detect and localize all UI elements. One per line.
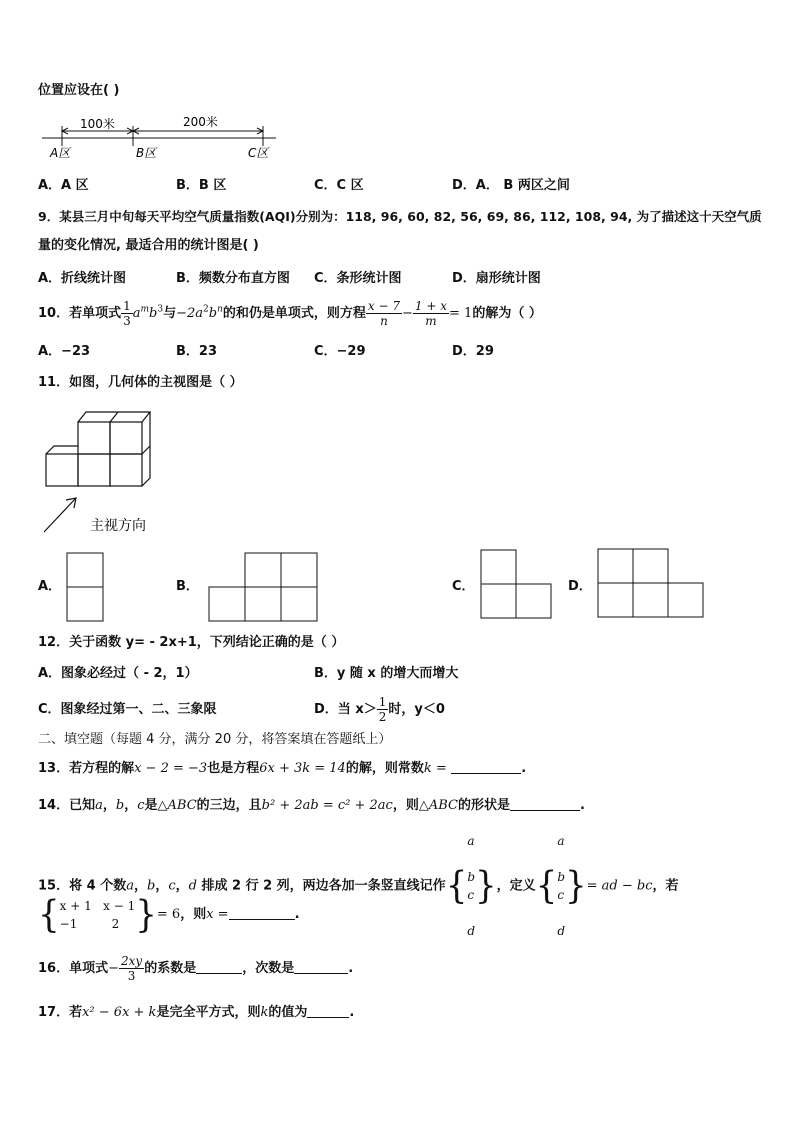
q11-option-c-figure [481, 550, 551, 618]
q9-line1: 9．某县三月中旬每天平均空气质量指数(AQI)分别为：118, 96, 60, 82, 56, 69, 86, 112, 108, 94, 为了描述这十天空气质 [38, 209, 762, 224]
q10-frac-1: $\frac{x - 7}{n}$ [367, 299, 401, 328]
q8-option-a[interactable]: A．A 区 [38, 178, 89, 193]
q14-answer-blank[interactable] [510, 796, 580, 811]
q10-option-c[interactable]: C．−29 [314, 344, 366, 359]
q11-option-a-figure [67, 553, 103, 621]
q14-stem: 14．已知a，b，c是△ABC的三边，且b² + 2ab = c² + 2ac，则△ABC的形状是 . [38, 798, 585, 813]
q11-option-d[interactable]: D． [568, 579, 592, 594]
q10-option-b[interactable]: B．23 [176, 344, 217, 359]
q11-option-a[interactable]: A． [38, 579, 62, 594]
q11-solid [46, 412, 150, 486]
label-b: B区 [136, 146, 157, 160]
q17-answer-blank[interactable] [307, 1003, 349, 1018]
dist-200: 200米 [183, 115, 218, 129]
q16-stem: 16．单项式− $\frac{2xy}{3}$ 的系数是 ，次数是 . [38, 954, 354, 983]
q13-answer-blank[interactable] [451, 759, 521, 774]
q13-stem: 13．若方程的解x − 2 = −3也是方程6x + 3k = 14的解，则常数k = . [38, 761, 527, 776]
q15-answer-blank[interactable] [229, 905, 295, 920]
q11-option-b[interactable]: B． [176, 579, 199, 594]
q8-tail: 位置应设在( ) [38, 83, 120, 98]
q9-line2: 量的变化情况, 最适合用的统计图是( ) [38, 238, 259, 253]
q11-option-d-figure [598, 549, 703, 617]
q16-degree-blank[interactable] [294, 959, 348, 974]
label-c: C区 [248, 146, 269, 160]
q9-option-a[interactable]: A．折线统计图 [38, 271, 127, 286]
section-2-heading: 二、填空题（每题 4 分，满分 20 分，将答案填在答题纸上） [38, 732, 392, 747]
q10-stem: 10．若单项式 $\frac{1}{3}$ $a^mb^3$与$-2a^2b^n$的和仍是单项式，则方程 $\frac{x - 7}{n}$ − $\frac{1 + x}{m}$ = 1的解为（ ） [38, 299, 542, 328]
q10-frac-2: $\frac{1 + x}{m}$ [414, 299, 448, 328]
q10-option-d[interactable]: D．29 [452, 344, 494, 359]
q12-option-c[interactable]: C．图象经过第一、二、三象限 [38, 702, 217, 717]
distance-diagram [42, 126, 276, 146]
q12-option-d[interactable]: D．当 x＞ $\frac{1}{2}$ 时，y＜0 [314, 695, 445, 724]
q12-stem: 12．关于函数 y= - 2x+1，下列结论正确的是（ ） [38, 635, 345, 650]
q16-coefficient-blank[interactable] [196, 959, 242, 974]
q17-stem: 17．若x² − 6x + k是完全平方式，则k的值为 . [38, 1005, 355, 1020]
q11-stem: 11．如图，几何体的主视图是（ ） [38, 375, 243, 390]
q8-option-d[interactable]: D．A． B 两区之间 [452, 178, 570, 193]
q9-option-d[interactable]: D．扇形统计图 [452, 271, 541, 286]
q11-option-c[interactable]: C． [452, 579, 475, 594]
q11-option-b-figure [209, 553, 317, 621]
q12-option-b[interactable]: B．y 随 x 的增大而增大 [314, 666, 459, 681]
dist-100: 100米 [80, 117, 115, 131]
q12-option-a[interactable]: A．图象必经过（ - 2，1） [38, 666, 198, 681]
q10-option-a[interactable]: A．−23 [38, 344, 91, 359]
direction-label: 主视方向 [90, 518, 146, 534]
q10-frac: $\frac{1}{3}$ [123, 299, 131, 328]
q9-option-c[interactable]: C．条形统计图 [314, 271, 402, 286]
q10-pre: 10．若单项式 [38, 306, 122, 321]
label-a: A区 [50, 146, 71, 160]
q8-option-b[interactable]: B．B 区 [176, 178, 227, 193]
q15-condition: { x + 1 x − 1 −1 2 }= 6，则x = . [38, 892, 300, 937]
q8-option-c[interactable]: C．C 区 [314, 178, 364, 193]
q9-option-b[interactable]: B．频数分布直方图 [176, 271, 290, 286]
q15-stem: 15．将 4 个数a，b，c，d 排成 2 行 2 列，两边各加一条竖直线记作{ a b c d }，定义{ a b c d }= ad − bc，若 [38, 834, 679, 938]
direction-arrow [44, 498, 76, 532]
